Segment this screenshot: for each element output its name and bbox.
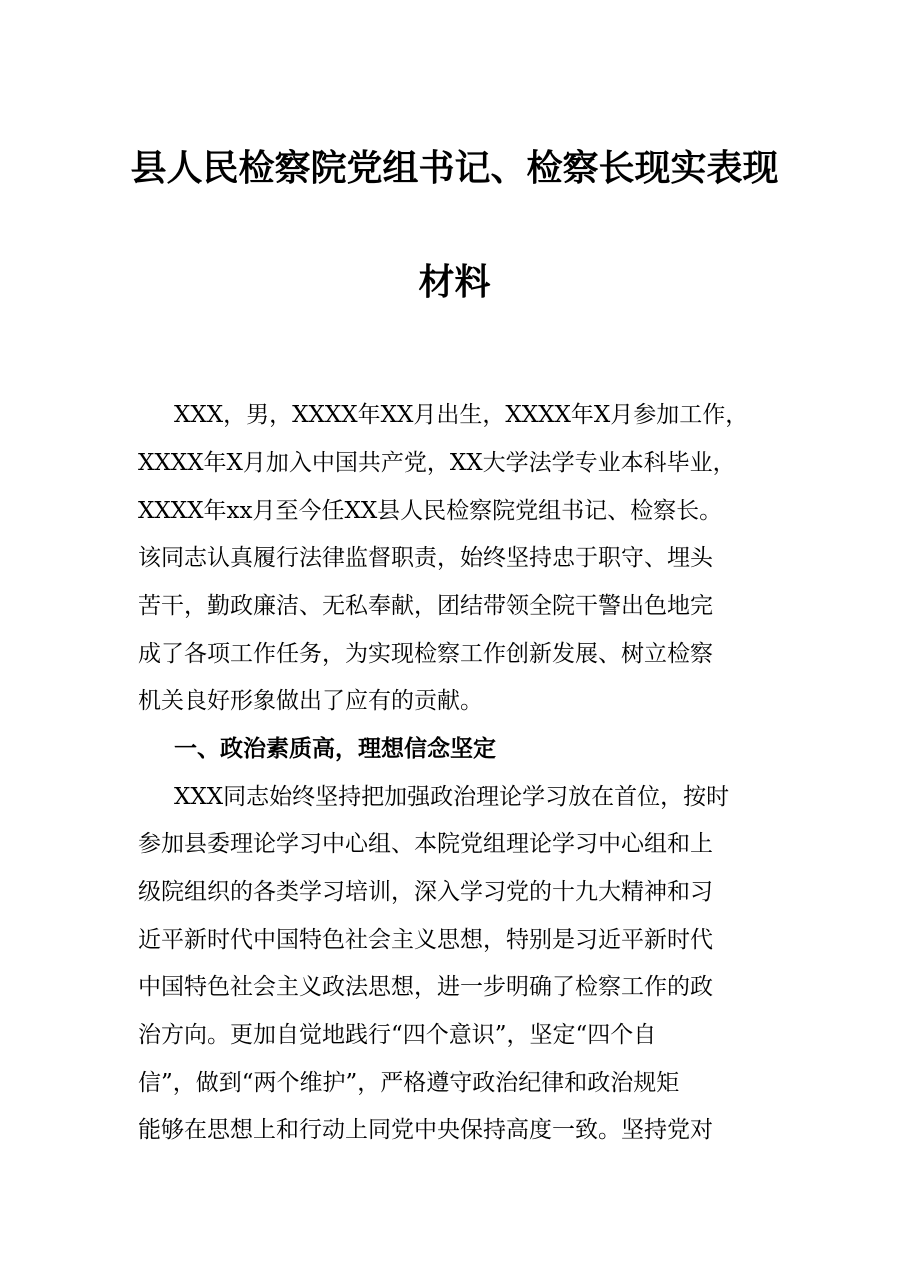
body-line-14: 治方向。更加自觉地践行“四个意识”，坚定“四个自 (138, 1022, 657, 1048)
document-title-line-1: 县人民检察院党组书记、检察长现实表现 (130, 147, 779, 189)
body-line-13: 中国特色社会主义政法思想，进一步明确了检察工作的政 (138, 974, 713, 1000)
body-line-5: 苦干，勤政廉洁、无私奉献，团结带领全院干警出色地完 (138, 593, 713, 619)
body-line-3: XXXX年xx月至今任XX县人民检察院党组书记、检察长。 (138, 498, 723, 524)
document-title-line-2: 材料 (418, 261, 491, 303)
body-line-1: XXX，男，XXXX年XX月出生，XXXX年X月参加工作， (174, 402, 749, 428)
body-line-15: 信”，做到“两个维护”，严格遵守政治纪律和政治规矩 (138, 1070, 680, 1096)
section-heading-1: 一、政治素质高，理想信念坚定 (174, 735, 496, 762)
body-line-11: 级院组织的各类学习培训，深入学习党的十九大精神和习 (138, 879, 713, 905)
body-line-6: 成了各项工作任务，为实现检察工作创新发展、树立检察 (138, 641, 713, 667)
body-line-16: 能够在思想上和行动上同党中央保持高度一致。坚持党对 (138, 1117, 713, 1143)
body-line-10: 参加县委理论学习中心组、本院党组理论学习中心组和上 (138, 831, 713, 857)
body-line-7: 机关良好形象做出了应有的贡献。 (138, 688, 483, 714)
body-line-12: 近平新时代中国特色社会主义思想，特别是习近平新时代 (138, 927, 713, 953)
body-line-2: XXXX年X月加入中国共产党，XX大学法学专业本科毕业， (138, 450, 736, 476)
body-line-9: XXX同志始终坚持把加强政治理论学习放在首位，按时 (174, 784, 730, 810)
body-line-4: 该同志认真履行法律监督职责，始终坚持忠于职守、埋头 (138, 545, 713, 571)
